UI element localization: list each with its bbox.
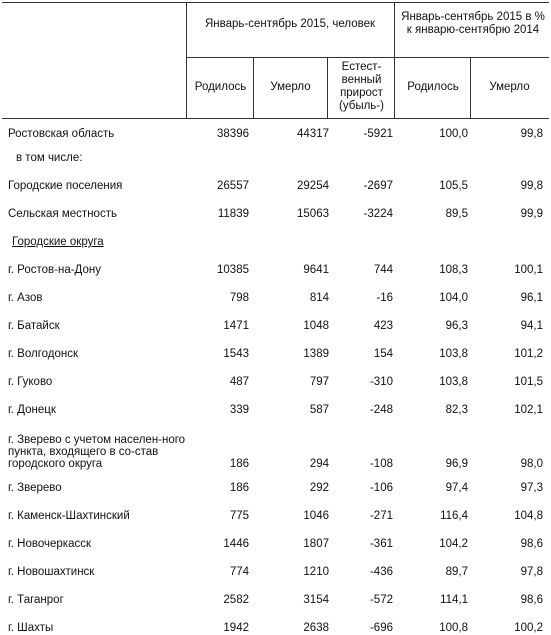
- row-value: 744: [373, 264, 393, 276]
- row-value: 99,8: [520, 180, 543, 192]
- row-value: 100,8: [439, 622, 468, 634]
- row-value: 99,9: [520, 208, 543, 220]
- row-value: 100,0: [439, 128, 468, 140]
- row-value: 97,8: [520, 566, 543, 578]
- header-group-percent: Январь-сентябрь 2015 в % к январю-сентябрю 2014: [401, 11, 545, 36]
- row-label: в том числе:: [16, 152, 83, 164]
- row-value: 798: [229, 292, 249, 304]
- row-value: 9641: [303, 264, 329, 276]
- row-label: г. Новочеркасск: [8, 538, 91, 550]
- row-value: 26557: [217, 180, 249, 192]
- row-value: 108,3: [439, 264, 468, 276]
- row-value: 103,8: [439, 376, 468, 388]
- row-value: 104,8: [514, 510, 543, 522]
- row-value: 89,7: [445, 566, 468, 578]
- row-label: г. Зверево с учетом населен-ного пункта, входящего в со-став городского округа: [8, 434, 186, 470]
- row-value: 11839: [217, 208, 249, 220]
- row-value: -271: [369, 510, 393, 522]
- row-label: г. Новошахтинск: [8, 566, 95, 578]
- row-value: 97,3: [520, 482, 543, 494]
- row-value: 339: [229, 404, 249, 416]
- row-label: Городские поселения: [8, 180, 123, 192]
- header-divider: [186, 2, 187, 119]
- row-value: -3224: [363, 208, 393, 220]
- row-value: 103,8: [439, 348, 468, 360]
- row-value: -310: [369, 376, 393, 388]
- header-natural-increase: Естест-венный прирост (убыль-): [339, 61, 384, 112]
- row-value: 82,3: [445, 404, 468, 416]
- header-births-percent: Родилось: [407, 81, 459, 93]
- table-header: [2, 2, 549, 120]
- row-value: 105,5: [439, 180, 468, 192]
- row-value: 97,4: [445, 482, 468, 494]
- header-deaths-percent: Умерло: [489, 81, 530, 93]
- row-value: 154: [373, 348, 393, 360]
- row-value: 1048: [303, 320, 329, 332]
- header-divider: [186, 57, 549, 58]
- row-value: 775: [229, 510, 249, 522]
- row-value: -361: [369, 538, 393, 550]
- row-label: г. Донецк: [8, 404, 56, 416]
- row-label: Городские округа: [12, 236, 104, 248]
- row-value: -436: [369, 566, 393, 578]
- row-value: 1046: [303, 510, 329, 522]
- row-value: 1389: [303, 348, 329, 360]
- row-value: 100,2: [514, 622, 543, 634]
- row-label: г. Азов: [8, 292, 43, 304]
- row-value: 1446: [223, 538, 249, 550]
- row-value: 98,6: [520, 538, 543, 550]
- row-value: -108: [369, 458, 393, 470]
- header-group-absolute: Январь-сентябрь 2015, человек: [204, 18, 376, 30]
- row-label: Ростовская область: [8, 128, 115, 140]
- row-label: г. Таганрог: [8, 594, 64, 606]
- row-value: 98,0: [520, 458, 543, 470]
- row-value: 294: [309, 458, 329, 470]
- row-value: 38396: [217, 128, 249, 140]
- row-value: 2638: [303, 622, 329, 634]
- header-divider: [470, 57, 471, 119]
- row-label: г. Ростов-на-Дону: [8, 264, 101, 276]
- row-value: 89,5: [445, 208, 468, 220]
- row-value: 587: [309, 404, 329, 416]
- row-value: 102,1: [514, 404, 543, 416]
- row-label: г. Зверево: [8, 482, 62, 494]
- row-value: -248: [369, 404, 393, 416]
- row-label: Сельская местность: [8, 208, 117, 220]
- header-deaths: Умерло: [270, 81, 311, 93]
- row-value: 1471: [223, 320, 249, 332]
- row-value: 774: [229, 566, 249, 578]
- row-value: -16: [376, 292, 393, 304]
- row-value: 44317: [297, 128, 329, 140]
- row-value: 797: [309, 376, 329, 388]
- header-births: Родилось: [194, 81, 247, 93]
- row-value: 101,5: [514, 376, 543, 388]
- row-value: 186: [229, 482, 249, 494]
- header-divider: [394, 2, 395, 119]
- row-value: 116,4: [440, 510, 468, 522]
- header-bottom-border: [2, 118, 549, 119]
- row-value: -106: [369, 482, 393, 494]
- row-label: г. Шахты: [8, 622, 54, 634]
- row-value: 423: [373, 320, 393, 332]
- row-value: 99,8: [520, 128, 543, 140]
- row-value: -5921: [363, 128, 393, 140]
- header-top-border: [2, 2, 549, 3]
- row-value: 186: [229, 458, 249, 470]
- row-value: 96,1: [520, 292, 543, 304]
- row-value: 1942: [223, 622, 249, 634]
- row-value: 104,0: [439, 292, 468, 304]
- row-value: 94,1: [520, 320, 543, 332]
- row-label: г. Батайск: [8, 320, 60, 332]
- row-value: 101,2: [514, 348, 543, 360]
- row-value: 1543: [223, 348, 249, 360]
- row-value: 29254: [297, 180, 329, 192]
- row-value: 114,1: [440, 594, 468, 606]
- header-divider: [327, 57, 328, 119]
- row-value: 104,2: [439, 538, 468, 550]
- row-value: -2697: [363, 180, 393, 192]
- row-label: г. Гуково: [8, 376, 53, 388]
- row-value: 100,1: [514, 264, 543, 276]
- row-value: 96,3: [445, 320, 468, 332]
- row-value: 3154: [303, 594, 329, 606]
- row-value: 10385: [217, 264, 249, 276]
- row-value: -696: [369, 622, 393, 634]
- row-value: 2582: [223, 594, 249, 606]
- row-label: г. Волгодонск: [8, 348, 79, 360]
- row-value: 98,6: [520, 594, 543, 606]
- row-value: 1807: [303, 538, 329, 550]
- row-value: 15063: [297, 208, 329, 220]
- row-label: г. Каменск-Шахтинский: [8, 510, 130, 522]
- row-value: 96,9: [445, 458, 468, 470]
- row-value: 292: [309, 482, 329, 494]
- row-value: 814: [309, 292, 329, 304]
- row-value: -572: [369, 594, 393, 606]
- row-value: 487: [229, 376, 249, 388]
- row-value: 1210: [303, 566, 329, 578]
